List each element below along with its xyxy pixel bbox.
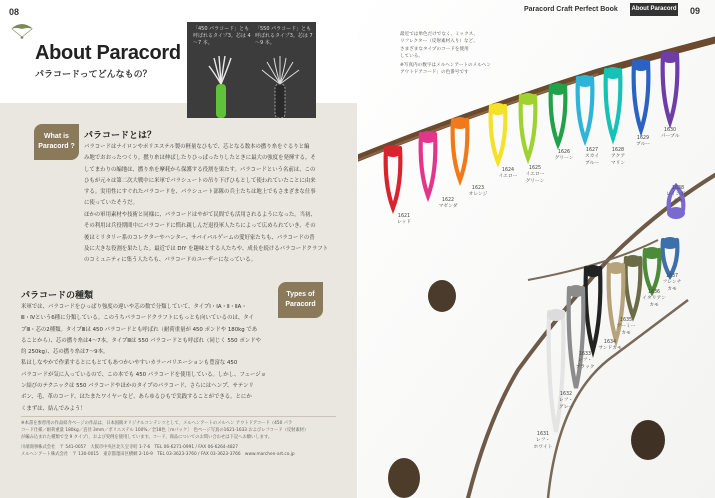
heading-types: パラコードの種類 bbox=[21, 291, 94, 301]
cord-code: 1632 bbox=[559, 392, 573, 397]
cord-name: レフ・ bbox=[577, 358, 593, 364]
text-line: 最近では単色だけでなく、ミックス、 bbox=[400, 32, 479, 37]
cord-name: カモ bbox=[667, 286, 677, 292]
text-line: 後はミリタリー系のコレクターやハンター、サバイバルゲームの愛好家たちも、パラコードの普 bbox=[84, 234, 315, 241]
cord-name: カモ bbox=[673, 198, 683, 204]
cord-label bbox=[663, 186, 693, 205]
page-number: 09 bbox=[690, 6, 701, 16]
text-line: ボン、毛、革のコード、はたまたワイヤーなど、あらゆるひもで実践することができる。とにか bbox=[21, 394, 252, 401]
cord-name: グリーン bbox=[554, 156, 574, 162]
cord-name: マリン bbox=[610, 160, 626, 166]
cord-code: 1627 bbox=[585, 148, 599, 153]
cord-name: スカイ bbox=[584, 154, 600, 160]
cord-knot bbox=[451, 117, 469, 129]
cord-name: レフ・ bbox=[535, 438, 551, 444]
cord-name: カモ bbox=[649, 302, 659, 308]
cord-name: イエロー bbox=[525, 172, 545, 178]
cord-knot bbox=[567, 285, 585, 297]
cord-knot bbox=[547, 309, 565, 321]
footnote-line: メルヘンアート株式会社 〒 130-0015 東京都墨田区横網 2-10-9 TEL 03-3623-3760 / FAX 03-3623-3766 www.marchen-art.co.jp bbox=[21, 452, 295, 457]
section-tag: About Paracord bbox=[630, 3, 678, 16]
right-page bbox=[358, 0, 715, 498]
cord-code: 1621 bbox=[397, 214, 411, 219]
page-title: About Paracord bbox=[35, 42, 181, 64]
cord-label bbox=[493, 168, 523, 181]
text-line: してまわりの編地は、撚り糸を摩耗から保護する役割を果たす。パラコードという名前は、この bbox=[84, 166, 316, 173]
cord-code: 1622 bbox=[441, 198, 455, 203]
cord-name: オレンジ bbox=[468, 192, 488, 198]
footnote-line: 川端商事株式会社 〒 541-0057 大阪市中央区北久宝寺町 1-7-6 TEL 06-6271-0991 / FAX 06-6264-4827 bbox=[21, 445, 239, 450]
cord-knot bbox=[384, 145, 402, 157]
text-line: ることから）、芯の撚り糸は4～7本。タイプⅢは 550 パラコードとも呼ばれ（同じく 550 ポンドや bbox=[21, 337, 261, 344]
text-line: 私はしなやかで作業するとにもとてもあつかいやすいカラーバリエーションも豊富な 450 bbox=[21, 360, 238, 367]
cord-label bbox=[639, 290, 669, 309]
cord-name: レッド bbox=[396, 220, 412, 226]
book-name: Paracord Craft Perfect Book bbox=[524, 6, 618, 13]
tab-label-line: Paracord ? bbox=[38, 143, 75, 150]
text-line: している。 bbox=[400, 53, 423, 59]
cord-name: ブルー bbox=[635, 142, 651, 148]
what-is-paracord-tab bbox=[34, 124, 79, 160]
cord-name: レインボー bbox=[666, 192, 690, 198]
cord-knot bbox=[624, 255, 642, 267]
cord-knot bbox=[607, 262, 625, 274]
cord-name: グリーン bbox=[525, 178, 545, 184]
text-line: 約 250kg）、芯の撚り糸は7～9本。 bbox=[21, 349, 109, 356]
cord-knot bbox=[661, 51, 679, 63]
text-line: ン結びのテクニックは 550 パラコードやほかのタイプのパラコード、さらにはヘンプ、サテンリ bbox=[21, 383, 254, 390]
cord-knot bbox=[419, 131, 437, 143]
cord-code: 1637 bbox=[665, 274, 679, 279]
cord-knot bbox=[584, 265, 602, 277]
text-line: パラコードが気に入っているので、この本でも 450 パラコードを使用している。しかし、フュージョ bbox=[21, 371, 266, 378]
footnote bbox=[21, 420, 308, 458]
page-subtitle: パラコードってどんなもの？ bbox=[35, 70, 152, 80]
tab-label-line: Types of bbox=[286, 291, 315, 298]
cord-code: 1631 bbox=[536, 432, 550, 437]
cord-label bbox=[570, 352, 600, 371]
cord-label bbox=[520, 166, 550, 185]
text-line: のコミュニティに集う人たちも、パラコードのユーザーになっている。 bbox=[84, 257, 256, 264]
cord-code: 1635 bbox=[619, 318, 633, 323]
cord-label bbox=[463, 186, 493, 199]
parachute-icon bbox=[9, 21, 35, 39]
cord-label bbox=[655, 128, 685, 141]
cord-label bbox=[603, 148, 633, 167]
cord-knot bbox=[604, 67, 622, 79]
intro-text bbox=[400, 31, 515, 77]
pine-cone-2 bbox=[388, 458, 420, 498]
text-line: 米軍では、パラコードをひっぱり強度の違いや芯の数で分類していて、タイプⅠ・ⅠA・Ⅱ・ⅡA・ bbox=[21, 304, 247, 310]
cord-knot bbox=[667, 207, 685, 219]
cord-label bbox=[528, 432, 558, 451]
text-line: その利用は兵役期間中にパラコードに慣れ親しんだ退役軍人たちによって広められていき、その bbox=[84, 223, 316, 230]
text-line: する。実用性にすぐれたパラコードを、パラシュート部隊の兵士たちは地上でもさまざまな仕事 bbox=[84, 189, 316, 196]
cord-name: ブラック bbox=[575, 364, 595, 370]
cord-name: カモ bbox=[621, 330, 631, 336]
cord-label bbox=[611, 318, 641, 337]
cord-knot bbox=[661, 237, 679, 249]
cord-name: レフ・ bbox=[558, 398, 574, 404]
pine-cone-1 bbox=[428, 280, 456, 312]
divider bbox=[21, 416, 336, 417]
footnote-line: が編み込まれた種類で全 9 タイプ）、および実例を使用しています。コード、商品についてのお問い合わせは下記へお願いします。 bbox=[21, 435, 273, 440]
cord-label bbox=[433, 198, 463, 211]
footnote-line: コード仕様／耐荷重量 180kg／直径 3mm／ポリエステル 100%／全18色［mパック］ 色ページ写真の1621-1633 およびレフコード（反射素材） bbox=[21, 428, 309, 433]
cord-code: 1623 bbox=[471, 186, 485, 191]
text-line: に使っていたそうだ。 bbox=[84, 200, 138, 207]
text-line: リフレクター（反射素材入り）など、 bbox=[400, 39, 478, 45]
cord-knot bbox=[519, 93, 537, 105]
text-line: くまずは、結んでみよう！ bbox=[21, 405, 86, 412]
cord-code: 1626 bbox=[557, 150, 571, 155]
cord-label bbox=[551, 392, 581, 411]
pine-cone-3 bbox=[631, 420, 665, 460]
paragraph-2 bbox=[84, 210, 328, 266]
text-line: アウトドアコード」の色番号です bbox=[400, 70, 469, 76]
left-page bbox=[0, 0, 357, 498]
tab-label-line: Paracord bbox=[285, 301, 316, 308]
footnote-line: ※本書を参習用の作品紹介ページの作品は、日本国販オリジナルコンテンツとして、メルヘンアートのメルヘン アウトドアコード（450 パラ bbox=[21, 421, 293, 426]
tab-label-line: What is bbox=[44, 133, 69, 140]
photo-caption-right: 「550 パラコード」とも呼ばれるタイプ3。芯は 7～9 本。 bbox=[255, 26, 313, 46]
cord-code: 1624 bbox=[501, 168, 515, 173]
text-line: み地でおおったつくり。撚り糸は伸ばしたりひっぱったりしたときに最大の強度を発揮する。そ bbox=[84, 155, 316, 162]
cord-code: 1628 bbox=[611, 148, 625, 153]
cord-code: 1633 bbox=[578, 352, 592, 357]
cord-name: ブルー bbox=[584, 160, 600, 166]
cord-label bbox=[549, 150, 579, 163]
cord-code: 1638 bbox=[671, 186, 685, 191]
cord-knot bbox=[632, 59, 650, 71]
cord-label bbox=[628, 136, 658, 149]
text-line: ほかの軍用素材や技術と同様に、パラコードはやがて民間でも活用されるようになった。当初、 bbox=[84, 212, 316, 218]
cord-name: イタリアン bbox=[642, 296, 666, 302]
text-line: Ⅲ・Ⅳという6種に分類している。このうちパラコードクラフトにもっとも向いているのは、タイ bbox=[21, 315, 254, 322]
cord-code: 1630 bbox=[663, 128, 677, 133]
cord-label bbox=[595, 340, 625, 353]
cord-name: ホワイト bbox=[533, 444, 553, 450]
text-line: プⅢ・芯の2種類。タイプⅢは 450 パラコードとも呼ばれ（耐荷重量が 450 ポンドや 180kg であ bbox=[21, 326, 258, 333]
text-line: 及に大きな役割を果たした。最近では DIY を趣味とする人たちや、成長を続けるパラコードクラフト bbox=[84, 245, 329, 252]
cord-name: パープル bbox=[660, 134, 680, 140]
cord-name: グレー bbox=[558, 404, 574, 410]
cord-code: 1636 bbox=[647, 290, 661, 295]
cord-name: フレンチ bbox=[662, 280, 682, 286]
cord-name: アーミー bbox=[616, 324, 636, 330]
text-line: ※写真内の数字はメルヘンアートのメルヘン bbox=[400, 63, 491, 69]
text-line: パラコードはナイロンやポリエステル製の軽量なひもで、芯となる数本の撚り糸をぐるりと編 bbox=[84, 144, 310, 150]
cord-name: イエロー bbox=[498, 174, 518, 180]
cord-label bbox=[389, 214, 419, 227]
paragraph-1 bbox=[84, 142, 316, 210]
paracord-photo bbox=[187, 22, 316, 118]
types-of-paracord-tab bbox=[278, 282, 323, 318]
cord-knot bbox=[576, 75, 594, 87]
cord-code: 1625 bbox=[528, 166, 542, 171]
cord-knot bbox=[643, 247, 661, 259]
cord-knot bbox=[549, 83, 567, 95]
cord-knot bbox=[489, 103, 507, 115]
heading-what-is: パラコードとは？ bbox=[84, 131, 157, 141]
cord-code: 1634 bbox=[603, 340, 617, 345]
photo-caption-left: 「450 パラコード」とも呼ばれるタイプ3。芯は 4～7 本。 bbox=[193, 26, 251, 46]
text-line: さまざまなタイプのコードを使用 bbox=[400, 46, 469, 52]
cord-name: アクア bbox=[610, 154, 626, 160]
paragraph-3 bbox=[21, 302, 266, 415]
cord-code: 1629 bbox=[636, 136, 650, 141]
page-number: 08 bbox=[9, 7, 20, 17]
cord-name: サンドカモ bbox=[598, 346, 622, 352]
text-line: ひもが元々は第二次大戦中に米軍でパラシュートの吊り下げひもとして使われていたことに由来 bbox=[84, 177, 316, 184]
cord-name: マゼンダ bbox=[438, 204, 458, 210]
